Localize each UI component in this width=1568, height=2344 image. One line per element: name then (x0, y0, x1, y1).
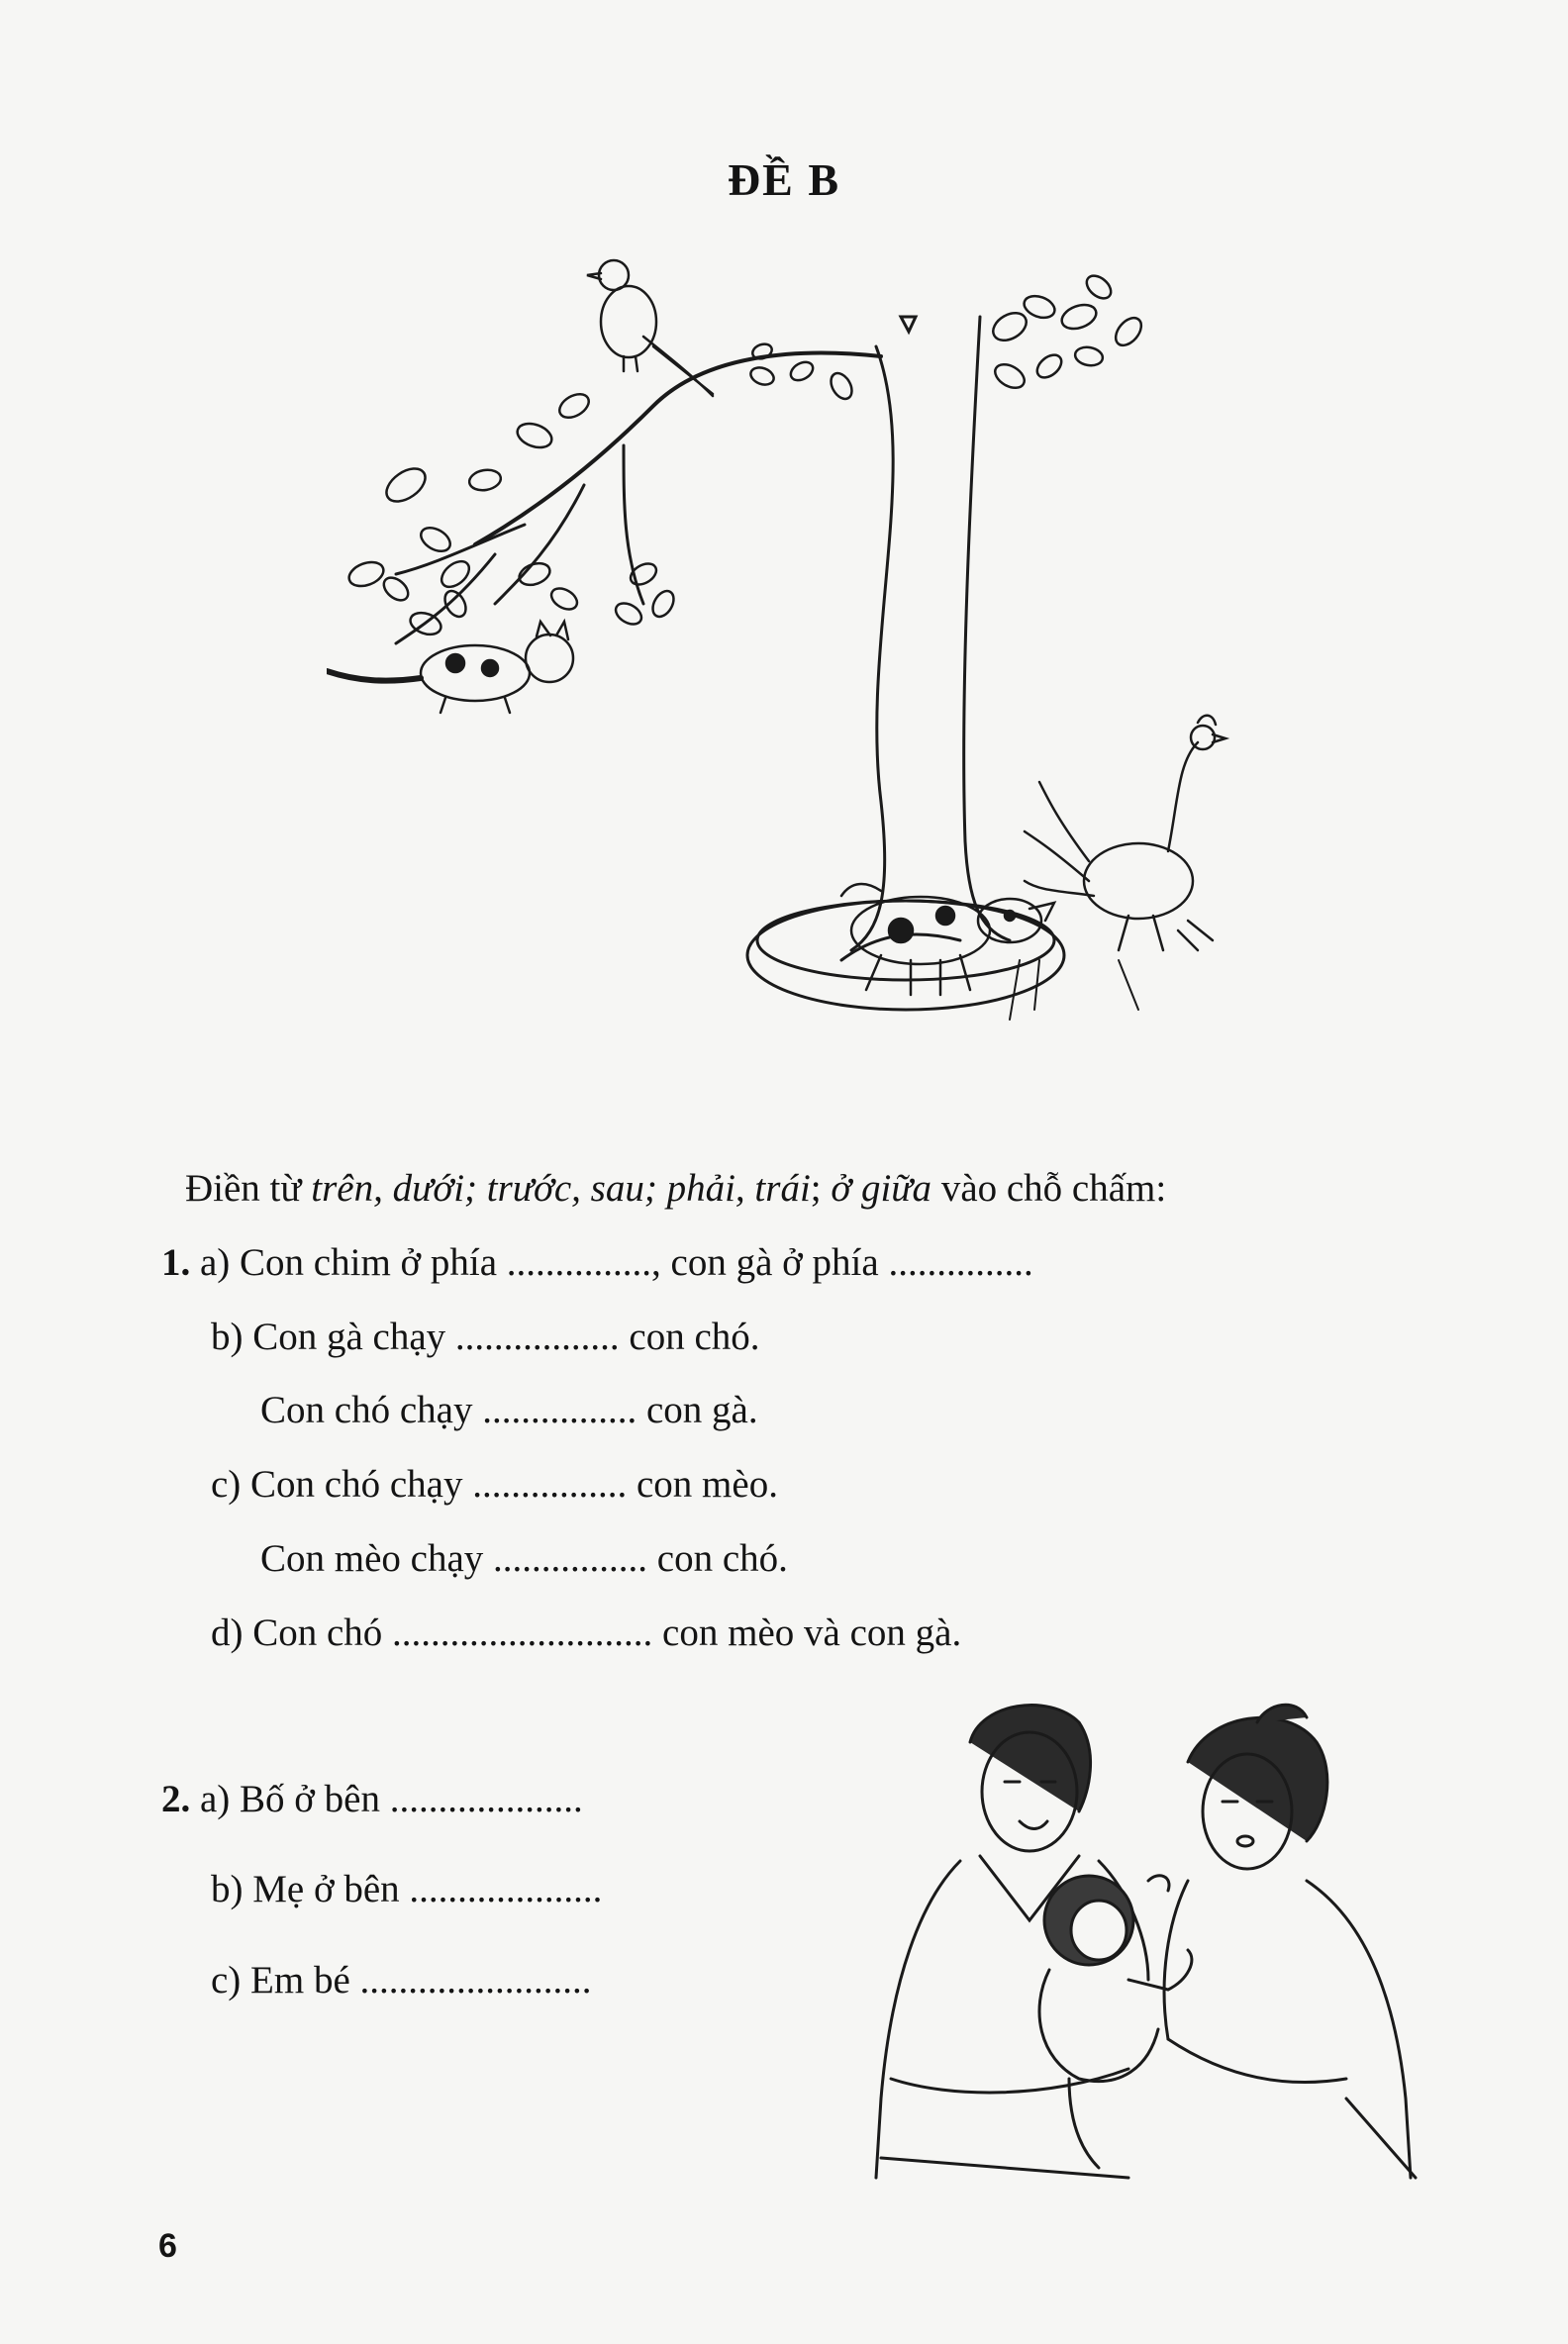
exercise-1-b1: b) Con gà chạy ................. con chó. (211, 1316, 760, 1358)
family-illustration (832, 1683, 1445, 2198)
instruction-words-1: trên, dưới; trước, sau; phải, trái (311, 1167, 811, 1210)
exercise-1-d: d) Con chó ........................... con mèo và con gà. (211, 1612, 962, 1654)
exercise-1-c1: c) Con chó chạy ................ con mèo. (211, 1463, 778, 1506)
exercise-1-a-text: a) Con chim ở phía ..............., con gà ở phía ............... (200, 1241, 1033, 1284)
instruction-separator: ; (810, 1167, 832, 1210)
page-number: 6 (158, 2227, 177, 2265)
page-title: ĐỀ B (727, 154, 841, 205)
exercise-1-b2: Con chó chạy ................ con gà. (260, 1389, 758, 1431)
instruction-suffix: vào chỗ chấm: (931, 1167, 1167, 1210)
exercise-2-b: b) Mẹ ở bên .................... (211, 1868, 603, 1910)
exercise-1-c2: Con mèo chạy ................ con chó. (260, 1537, 788, 1580)
instruction-text (185, 1166, 1166, 1211)
instruction-words-2: ở giữa (831, 1167, 932, 1210)
exercise-2-a (161, 1777, 583, 1821)
tree-animals-illustration (327, 247, 1267, 1128)
exercise-1-a (161, 1240, 1033, 1285)
exercise-1-number: 1. (161, 1241, 191, 1284)
exercise-2-a-text: a) Bố ở bên .................... (200, 1778, 583, 1820)
exercise-2-c: c) Em bé ........................ (211, 1959, 592, 2002)
exercise-2-number: 2. (161, 1778, 191, 1820)
instruction-prefix: Điền từ (185, 1167, 312, 1210)
